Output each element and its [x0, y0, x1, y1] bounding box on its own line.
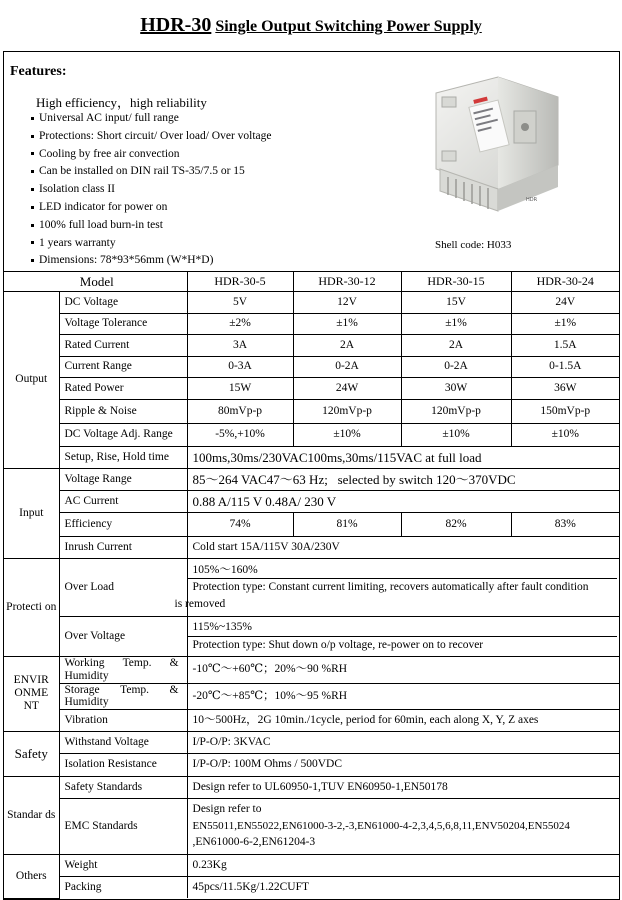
group-others: Others	[4, 854, 59, 898]
table-row	[4, 468, 619, 490]
cell-value: ±2%	[187, 313, 293, 335]
cell-value: 15V	[401, 292, 511, 314]
table-row	[4, 335, 619, 357]
cell-value: 120mVp-p	[293, 399, 401, 423]
emc-line: EN55011,EN55022,EN61000-3-2,-3,EN61000-4-2,3,4,5,6,8,11,ENV50204,EN55024	[192, 819, 570, 832]
spec-table	[4, 272, 619, 899]
cell-value: 81%	[293, 512, 401, 536]
row-label: Safety Standards	[59, 776, 187, 798]
row-label: Withstand Voltage	[59, 731, 187, 753]
feature-item: 100% full load burn-in test	[31, 217, 272, 235]
table-row	[4, 423, 619, 446]
shell-code: Shell code: H033	[435, 239, 512, 251]
cell-value: 24V	[511, 292, 619, 314]
cell-value: 5V	[187, 292, 293, 314]
cell-value: ±1%	[511, 313, 619, 335]
cell-value: 24W	[293, 378, 401, 400]
model-name: HDR-30-24	[511, 272, 619, 292]
document-title	[0, 14, 622, 37]
cell-value: 74%	[187, 512, 293, 536]
row-label-storage: Storage Temp. & Humidity	[59, 683, 187, 709]
group-protection: Protecti on	[4, 558, 59, 656]
feature-item: Protections: Short circuit/ Over load/ Over voltage	[31, 128, 272, 146]
table-row	[4, 512, 619, 536]
table-row	[4, 356, 619, 378]
cell-value: 1.5A	[511, 335, 619, 357]
cell-value: ±10%	[293, 423, 401, 446]
features-lead: High efficiency，high reliability	[36, 95, 207, 110]
row-label: Voltage Tolerance	[59, 313, 187, 335]
row-label: Vibration	[59, 709, 187, 731]
cell-value: 83%	[511, 512, 619, 536]
cell-value: 150mVp-p	[511, 399, 619, 423]
group-output: Output	[4, 292, 59, 469]
feature-item: LED indicator for power on	[31, 199, 272, 217]
vibration-value: 10～500Hz，2G 10min./1cycle, period for 60min, each along X, Y, Z axes	[187, 709, 619, 731]
inrush-value: Cold start 15A/115V 30A/230V	[187, 536, 619, 558]
title-model: HDR-30	[140, 14, 212, 36]
row-label: Over Load	[59, 558, 187, 616]
feature-item: Cooling by free air convection	[31, 146, 272, 164]
table-row	[4, 292, 619, 314]
row-label: AC Current	[59, 490, 187, 512]
working-value: -10℃～+60℃；20%～90 %RH	[187, 656, 619, 683]
cell-value: 0-1.5A	[511, 356, 619, 378]
ac-current-value: 0.88 A/115 V 0.48A/ 230 V	[187, 490, 619, 512]
cell-value: ±1%	[293, 313, 401, 335]
table-row	[4, 683, 619, 709]
model-name: HDR-30-5	[187, 272, 293, 292]
row-label: DC Voltage	[59, 292, 187, 314]
cell-value: 2A	[293, 335, 401, 357]
table-row	[4, 490, 619, 512]
emc-line: Design refer to	[192, 803, 262, 816]
setup-value: 100ms,30ms/230VAC100ms,30ms/115VAC at full load	[187, 446, 619, 468]
cell-value: 36W	[511, 378, 619, 400]
table-row	[4, 709, 619, 731]
overvoltage-range: 115%~135%	[192, 621, 252, 633]
cell-value: 82%	[401, 512, 511, 536]
table-row	[4, 731, 619, 753]
withstand-value: I/P-O/P: 3KVAC	[187, 731, 619, 753]
row-label: Packing	[59, 876, 187, 898]
overload-type-continued: is removed	[174, 597, 226, 610]
cell-value: 12V	[293, 292, 401, 314]
cell-value: 120mVp-p	[401, 399, 511, 423]
weight-value: 0.23Kg	[187, 854, 619, 876]
row-label: Efficiency	[59, 512, 187, 536]
emc-standards-value	[187, 798, 619, 854]
title-description: Single Output Switching Power Supply	[215, 18, 482, 35]
packing-value: 45pcs/11.5Kg/1.22CUFT	[187, 876, 619, 898]
cell-value: 0-2A	[401, 356, 511, 378]
features-heading: Features:	[10, 64, 67, 79]
overvoltage-type: Protection type: Shut down o/p voltage, re-power on to recover	[188, 636, 618, 654]
overload-type: Protection type: Constant current limiting, recovers automatically after fault condition	[188, 578, 618, 596]
table-row	[4, 536, 619, 558]
table-row	[4, 446, 619, 468]
table-row	[4, 776, 619, 798]
table-row	[4, 378, 619, 400]
isolation-value: I/P-O/P: 100M Ohms / 500VDC	[187, 753, 619, 776]
cell-value: 15W	[187, 378, 293, 400]
cell-value: 0-3A	[187, 356, 293, 378]
model-label: Model	[4, 272, 187, 292]
table-row	[4, 753, 619, 776]
row-label: Ripple & Noise	[59, 399, 187, 423]
storage-value: -20℃～+85℃；10%～95 %RH	[187, 683, 619, 709]
table-row	[4, 558, 619, 616]
cell-value: 80mVp-p	[187, 399, 293, 423]
datasheet	[3, 51, 620, 900]
row-label: Voltage Range	[59, 468, 187, 490]
row-label: Over Voltage	[59, 616, 187, 656]
table-row	[4, 854, 619, 876]
group-input: Input	[4, 468, 59, 558]
emc-line: ,EN61000-6-2,EN61204-3	[192, 836, 316, 849]
feature-item: Can be installed on DIN rail TS-35/7.5 or 15	[31, 163, 272, 181]
cell-value: ±10%	[511, 423, 619, 446]
model-name: HDR-30-15	[401, 272, 511, 292]
group-safety: Safety	[4, 731, 59, 776]
row-label: EMC Standards	[59, 798, 187, 854]
safety-standards-value: Design refer to UL60950-1,TUV EN60950-1,EN50178	[187, 776, 619, 798]
cell-value: 30W	[401, 378, 511, 400]
group-environment: ENVIR ONME NT	[4, 656, 59, 731]
cell-value: ±10%	[401, 423, 511, 446]
row-label: Inrush Current	[59, 536, 187, 558]
row-label: Weight	[59, 854, 187, 876]
features-section	[4, 52, 619, 272]
feature-item: Isolation class II	[31, 181, 272, 199]
row-label: Setup, Rise, Hold time	[59, 446, 187, 468]
table-row	[4, 656, 619, 683]
table-row	[4, 399, 619, 423]
feature-item: Dimensions: 78*93*56mm (W*H*D)	[31, 252, 272, 270]
feature-item: 1 years warranty	[31, 235, 272, 253]
row-label: Current Range	[59, 356, 187, 378]
row-label: Rated Current	[59, 335, 187, 357]
model-name: HDR-30-12	[293, 272, 401, 292]
cell-value: -5%,+10%	[187, 423, 293, 446]
cell-value: 2A	[401, 335, 511, 357]
features-list	[31, 110, 272, 270]
row-label-working: Working Temp. & Humidity	[59, 656, 187, 683]
table-row	[4, 798, 619, 854]
overload-range: 105%～160%	[192, 563, 258, 576]
cell-value: 0-2A	[293, 356, 401, 378]
table-row	[4, 616, 619, 656]
table-row	[4, 313, 619, 335]
din-rail-power-supply-photo	[428, 73, 566, 215]
row-label: Isolation Resistance	[59, 753, 187, 776]
model-row	[4, 272, 619, 292]
overvoltage-value	[187, 616, 619, 656]
cell-value: 3A	[187, 335, 293, 357]
row-label: DC Voltage Adj. Range	[59, 423, 187, 446]
cell-value: ±1%	[401, 313, 511, 335]
group-standards: Standar ds	[4, 776, 59, 854]
svg-text:HDR: HDR	[526, 197, 538, 203]
voltage-range-value: 85～264 VAC47～63 Hz; selected by switch 120～370VDC	[187, 468, 619, 490]
row-label: Rated Power	[59, 378, 187, 400]
overload-value	[174, 558, 619, 616]
feature-item: Universal AC input/ full range	[31, 110, 272, 128]
